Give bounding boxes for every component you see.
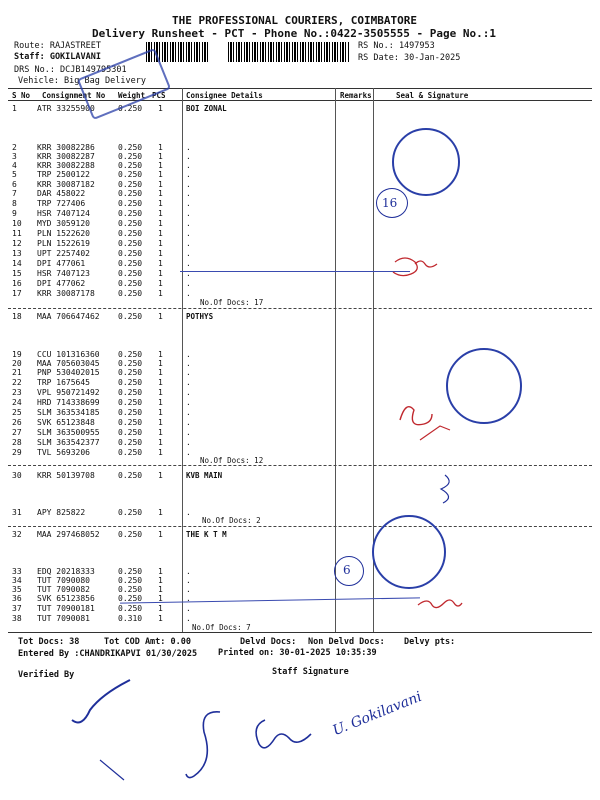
group-consignee: THE K T M: [186, 530, 227, 539]
entered-by: Entered By :CHANDRIKAPVI 01/30/2025: [18, 649, 198, 659]
docs-count-note: No.Of Docs: 17: [200, 298, 264, 307]
handwritten-count: 6: [343, 563, 351, 577]
rs-number: RS No.: 1497953: [358, 41, 435, 51]
drs-number: DRS No.: DCJB149795301: [14, 65, 127, 75]
docs-count-note: No.Of Docs: 7: [192, 623, 251, 632]
staff: Staff: GOKILAVANI: [14, 52, 101, 62]
col-sno: S No: [12, 91, 31, 100]
company-title: THE PROFESSIONAL COURIERS, COIMBATORE: [172, 14, 418, 27]
handwritten-count: 16: [382, 196, 398, 210]
printed-on: Printed on: 30-01-2025 10:35:39: [218, 648, 377, 658]
group-consignee: BOI ZONAL: [186, 104, 227, 113]
rs-date: RS Date: 30-Jan-2025: [358, 53, 461, 63]
col-pcs: PCS: [152, 91, 166, 100]
delivery-points: Delvy pts:: [404, 637, 456, 647]
staff-signature: U. Gokilavani: [330, 688, 425, 740]
delivered-docs: Delvd Docs:: [240, 637, 297, 647]
vehicle: Vehicle: Big Bag Delivery: [18, 76, 146, 86]
col-consignee: Consignee Details: [186, 91, 263, 100]
group-consignee: KVB MAIN: [186, 471, 223, 480]
group-consignee: POTHYS: [186, 312, 214, 321]
total-cod: Tot COD Amt: 0.00: [104, 637, 191, 647]
docs-count-note: No.Of Docs: 12: [200, 456, 264, 465]
col-consignment: Consignment No: [42, 91, 106, 100]
verified-by-label: Verified By: [18, 670, 75, 680]
staff-signature-label: Staff Signature: [272, 667, 349, 677]
col-remarks: Remarks: [340, 91, 372, 100]
non-delivered-docs: Non Delvd Docs:: [308, 637, 385, 647]
runsheet-subtitle: Delivery Runsheet - PCT - Phone No.:0422-3505555 - Page No.:1: [92, 27, 496, 40]
col-seal-signature: Seal & Signature: [396, 91, 469, 100]
total-docs: Tot Docs: 38: [18, 637, 80, 647]
route: Route: RAJASTREET: [14, 41, 101, 51]
col-weight: Weight: [118, 91, 146, 100]
docs-count-note: No.Of Docs: 2: [202, 516, 261, 525]
